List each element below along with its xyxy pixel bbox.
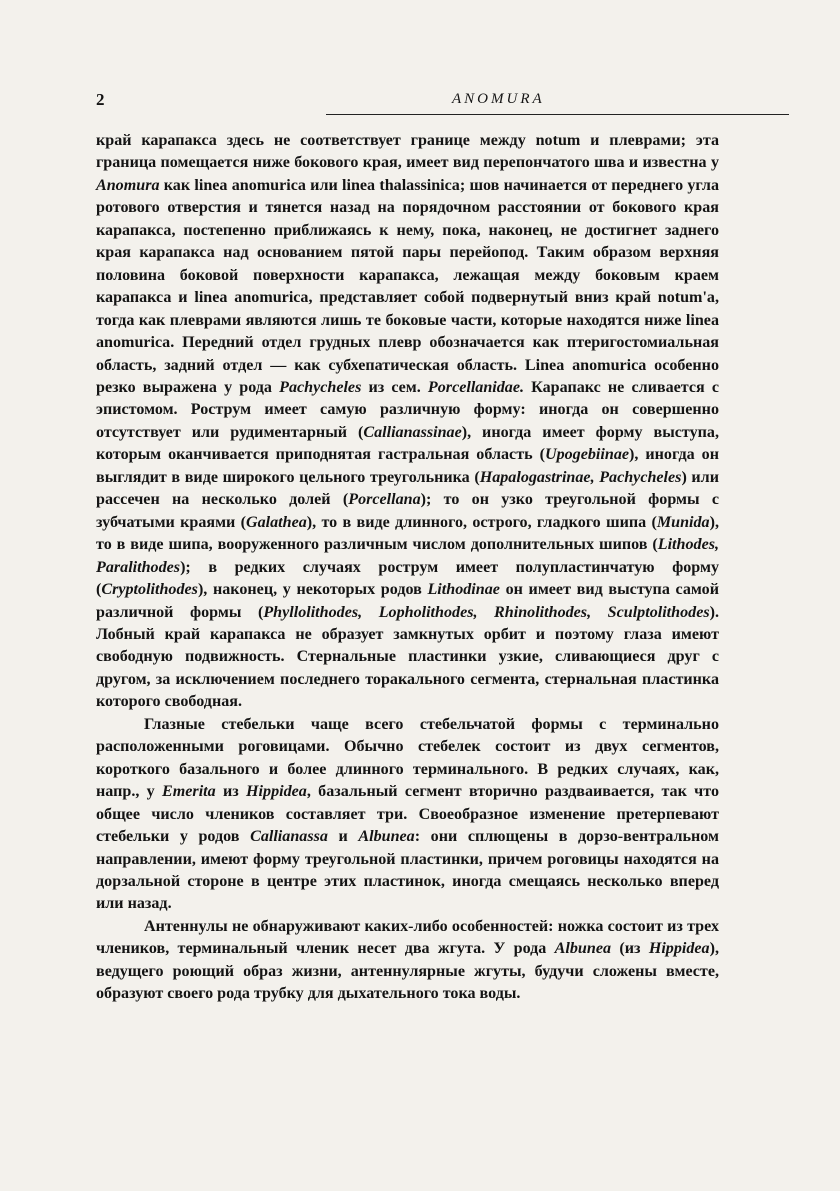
italic-term: Emerita — [162, 783, 216, 801]
text-run: из — [215, 783, 247, 801]
italic-term: Phyllolithodes, Lopholithodes, Rhinolithodes, Sculptolithodes — [263, 603, 710, 621]
text-run: , базальный сегмент вторично раздваивается, так что общее число члеников составляет три. Своеобразное изменение претерпевают стебельки у родов — [96, 783, 719, 846]
italic-term: Munida — [656, 513, 710, 531]
header-rule — [326, 114, 789, 115]
paragraph-3 — [96, 916, 719, 1006]
italic-term: Albunea — [554, 940, 612, 958]
text-run: ), иногда он выглядит в виде широкого цельного треугольника ( — [96, 446, 719, 486]
italic-term: Porcellanidae. — [427, 378, 525, 396]
text-run: Глазные стебельки чаще всего стебельчатой формы с терминально расположенными роговицами. Обычно стебелек состоит из двух сегментов, короткого базального и более длинного терминального. В редких случаях, как, напр., у — [96, 715, 719, 801]
italic-term: Albunea — [358, 828, 415, 846]
text-run: Антеннулы не обнаруживают каких-либо особенностей: ножка состоит из трех члеников, терминальный членик несет два жгута. У рода — [96, 917, 719, 958]
italic-term: Porcellana — [348, 491, 421, 509]
page-number: 2 — [96, 90, 105, 109]
italic-term: Galathea — [245, 513, 307, 531]
body-text — [96, 130, 719, 1006]
text-run: ), иногда имеет форму выступа, которым оканчивается приподнятая гастральная область ( — [96, 423, 719, 464]
text-run: край карапакса здесь не соответствует границе между notum и плеврами; эта граница помещается ниже бокового края, имеет вид перепончатого шва и известна у — [96, 132, 719, 172]
paragraph-1 — [96, 130, 719, 714]
text-run: ); то он узко треугольной формы с зубчатыми краями ( — [96, 491, 719, 531]
text-run: : они сплющены в дорзо-вентральном направлении, имеют форму треугольной пластинки, причем роговицы находятся на дорзальной стороне в центре этих пластинок, иногда смещаясь несколько вперед или назад. — [96, 828, 719, 913]
italic-term: Callianassinae — [363, 423, 462, 441]
text-run: Карапакс не сливается с эпистомом. Рострум имеет самую различную форму: иногда он совершенно отсутствует или рудиментарный ( — [96, 378, 719, 441]
text-run: ), наконец, у некоторых родов — [197, 581, 428, 599]
text-run: он имеет вид выступа самой различной формы ( — [96, 581, 720, 621]
text-run: ), то в виде шипа, вооруженного различным числом дополнительных шипов ( — [96, 513, 719, 554]
paragraph-2 — [96, 714, 719, 916]
italic-term: Callianassa — [250, 828, 328, 846]
text-run: (из — [611, 940, 649, 958]
italic-term: Anomura — [96, 176, 160, 194]
text-run: ), ведущего роющий образ жизни, антеннулярные жгуты, будучи сложены вместе, образуют своего рода трубку для дыхательного тока воды. — [96, 940, 719, 1003]
running-head: ANOMURA — [452, 91, 545, 107]
text-run: из сем. — [361, 378, 428, 396]
text-run: ), то в виде длинного, острого, гладкого шипа ( — [306, 513, 657, 531]
italic-term: Hippidea — [648, 940, 710, 958]
italic-term: Lithodes, Paralithodes — [96, 536, 719, 576]
italic-term: Lithodinae — [427, 581, 500, 599]
text-run: ). Лобный край карапакса не образует замкнутых орбит и поэтому глаза имеют свободную подвижность. Стернальные пластинки узкие, сливающиеся друг с другом, за исключением последнего торакального сегмента, стернальная пластинка которого свободная. — [96, 603, 719, 711]
italic-term: Cryptolithodes — [101, 581, 198, 599]
italic-term: Hippidea — [246, 783, 307, 801]
italic-term: Upogebiinae — [544, 446, 630, 464]
italic-term: Pachycheles — [279, 378, 362, 396]
page-header — [96, 88, 696, 118]
italic-term: Hapalogastrinae, Pachycheles — [479, 468, 682, 486]
text-run: и — [327, 828, 359, 846]
text-run: ) или рассечен на несколько долей ( — [96, 468, 719, 509]
text-run: ); в редких случаях рострум имеет полупластинчатую форму ( — [96, 558, 719, 599]
text-run: как linea anomurica или linea thalassinica; шов начинается от переднего угла ротового отверстия и тянется назад на порядочном расстоянии от бокового края карапакса, постепенно приближаясь к нему, пока, наконец, не достигнет заднего края карапакса над основанием пятой пары перейопод. Таким образом верхняя половина боковой поверхности карапакса, лежащая между боковым краем карапакса и linea anomurica, представляет собой подвернутый вниз край notum'а, тогда как плеврами являются лишь те боковые части, которые находятся ниже linea anomurica. Передний отдел грудных плевр обозначается как птеригостомиальная область, задний отдел — как субхепатическая область. Linea anomurica особенно резко выражена у рода — [96, 176, 719, 396]
